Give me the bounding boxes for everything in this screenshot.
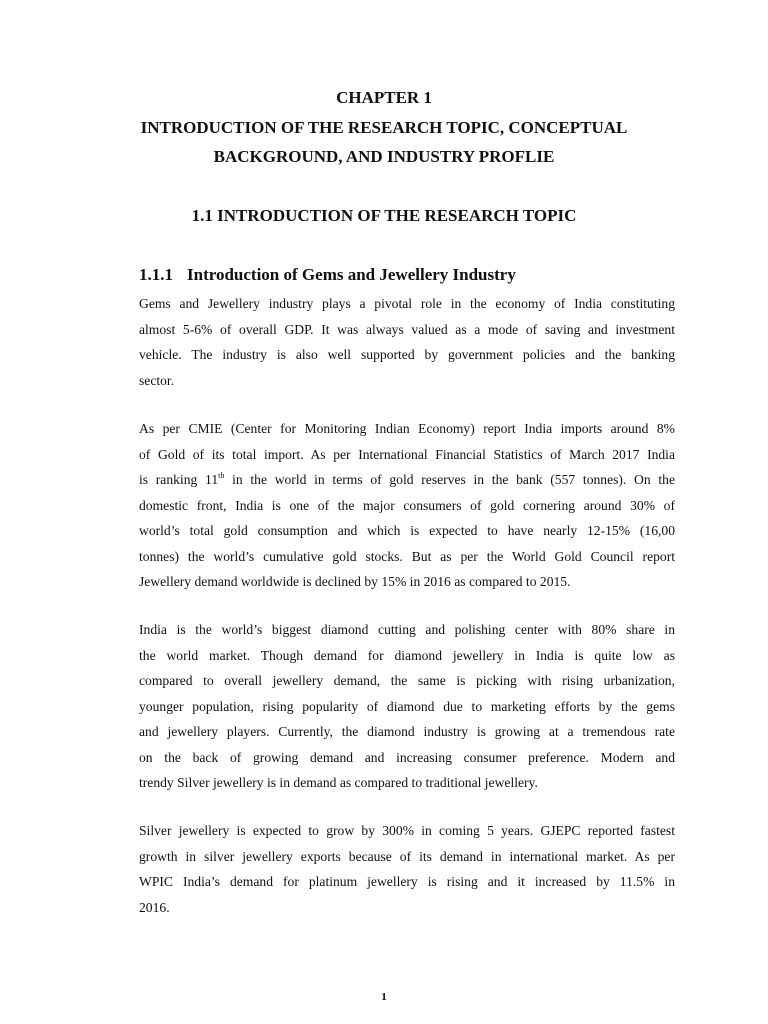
subsection-heading xyxy=(139,264,516,286)
subsection-number: 1.1.1 xyxy=(139,265,173,284)
paragraph-line: younger population, rising popularity of diamond due to marketing efforts by the gems xyxy=(139,698,675,714)
paragraph-line: on the back of growing demand and increasing consumer preference. Modern and xyxy=(139,749,675,765)
paragraph-line: the world market. Though demand for diamond jewellery in India is quite low as xyxy=(139,647,675,663)
paragraph-line: India is the world’s biggest diamond cutting and polishing center with 80% share in xyxy=(139,622,675,637)
paragraph-gdp xyxy=(139,291,675,393)
paragraph-line: trendy Silver jewellery is in demand as compared to traditional jewellery. xyxy=(139,775,538,790)
paragraph-line: almost 5-6% of overall GDP. It was always valued as a mode of saving and investment xyxy=(139,321,675,337)
paragraph-line-ranking xyxy=(139,467,675,493)
ranking-superscript: th xyxy=(218,471,225,480)
ranking-text-after: in the world in terms of gold reserves in the bank (557 tonnes). On the xyxy=(224,472,675,487)
page-number: 1 xyxy=(381,991,387,1003)
chapter-title-line-1: INTRODUCTION OF THE RESEARCH TOPIC, CONCEPTUAL xyxy=(140,118,628,137)
paragraph-line: and jewellery players. Currently, the diamond industry is growing at a tremendous rate xyxy=(139,724,675,739)
paragraph-line: domestic front, India is one of the major consumers of gold cornering around 30% of xyxy=(139,497,675,513)
paragraph-line: As per CMIE (Center for Monitoring Indian Economy) report India imports around 8% xyxy=(139,421,675,436)
ranking-text-before: is ranking 11 xyxy=(139,472,219,487)
paragraph-line: 2016. xyxy=(139,899,170,915)
paragraph-line: vehicle. The industry is also well supported by government policies and the banking xyxy=(139,347,675,362)
paragraph-silver-platinum xyxy=(139,818,675,920)
paragraph-line: WPIC India’s demand for platinum jewellery is rising and it increased by 11.5% in xyxy=(139,874,675,889)
paragraph-line: Gems and Jewellery industry plays a pivotal role in the economy of India constituting xyxy=(139,296,675,311)
section-heading: 1.1 INTRODUCTION OF THE RESEARCH TOPIC xyxy=(191,206,577,225)
paragraph-line: sector. xyxy=(139,372,175,388)
paragraph-line: of Gold of its total import. As per International Financial Statistics of March 2017 India xyxy=(139,446,675,462)
chapter-title-line-2: BACKGROUND, AND INDUSTRY PROFLIE xyxy=(213,147,555,166)
paragraph-line: growth in silver jewellery exports because of its demand in international market. As per xyxy=(139,848,675,864)
paragraph-line: Silver jewellery is expected to grow by 300% in coming 5 years. GJEPC reported fastest xyxy=(139,823,675,838)
paragraph-gold-imports xyxy=(139,416,675,595)
subsection-title: Introduction of Gems and Jewellery Industry xyxy=(187,265,516,284)
paragraph-diamond xyxy=(139,617,675,796)
paragraph-line: Jewellery demand worldwide is declined by 15% in 2016 as compared to 2015. xyxy=(139,574,571,589)
paragraph-line: compared to overall jewellery demand, the same is picking with rising urbanization, xyxy=(139,673,675,688)
chapter-label: CHAPTER 1 xyxy=(336,88,432,107)
paragraph-line: tonnes) the world’s cumulative gold stocks. But as per the World Gold Council report xyxy=(139,548,675,564)
paragraph-line: world’s total gold consumption and which is expected to have nearly 12-15% (16,00 xyxy=(139,523,675,538)
